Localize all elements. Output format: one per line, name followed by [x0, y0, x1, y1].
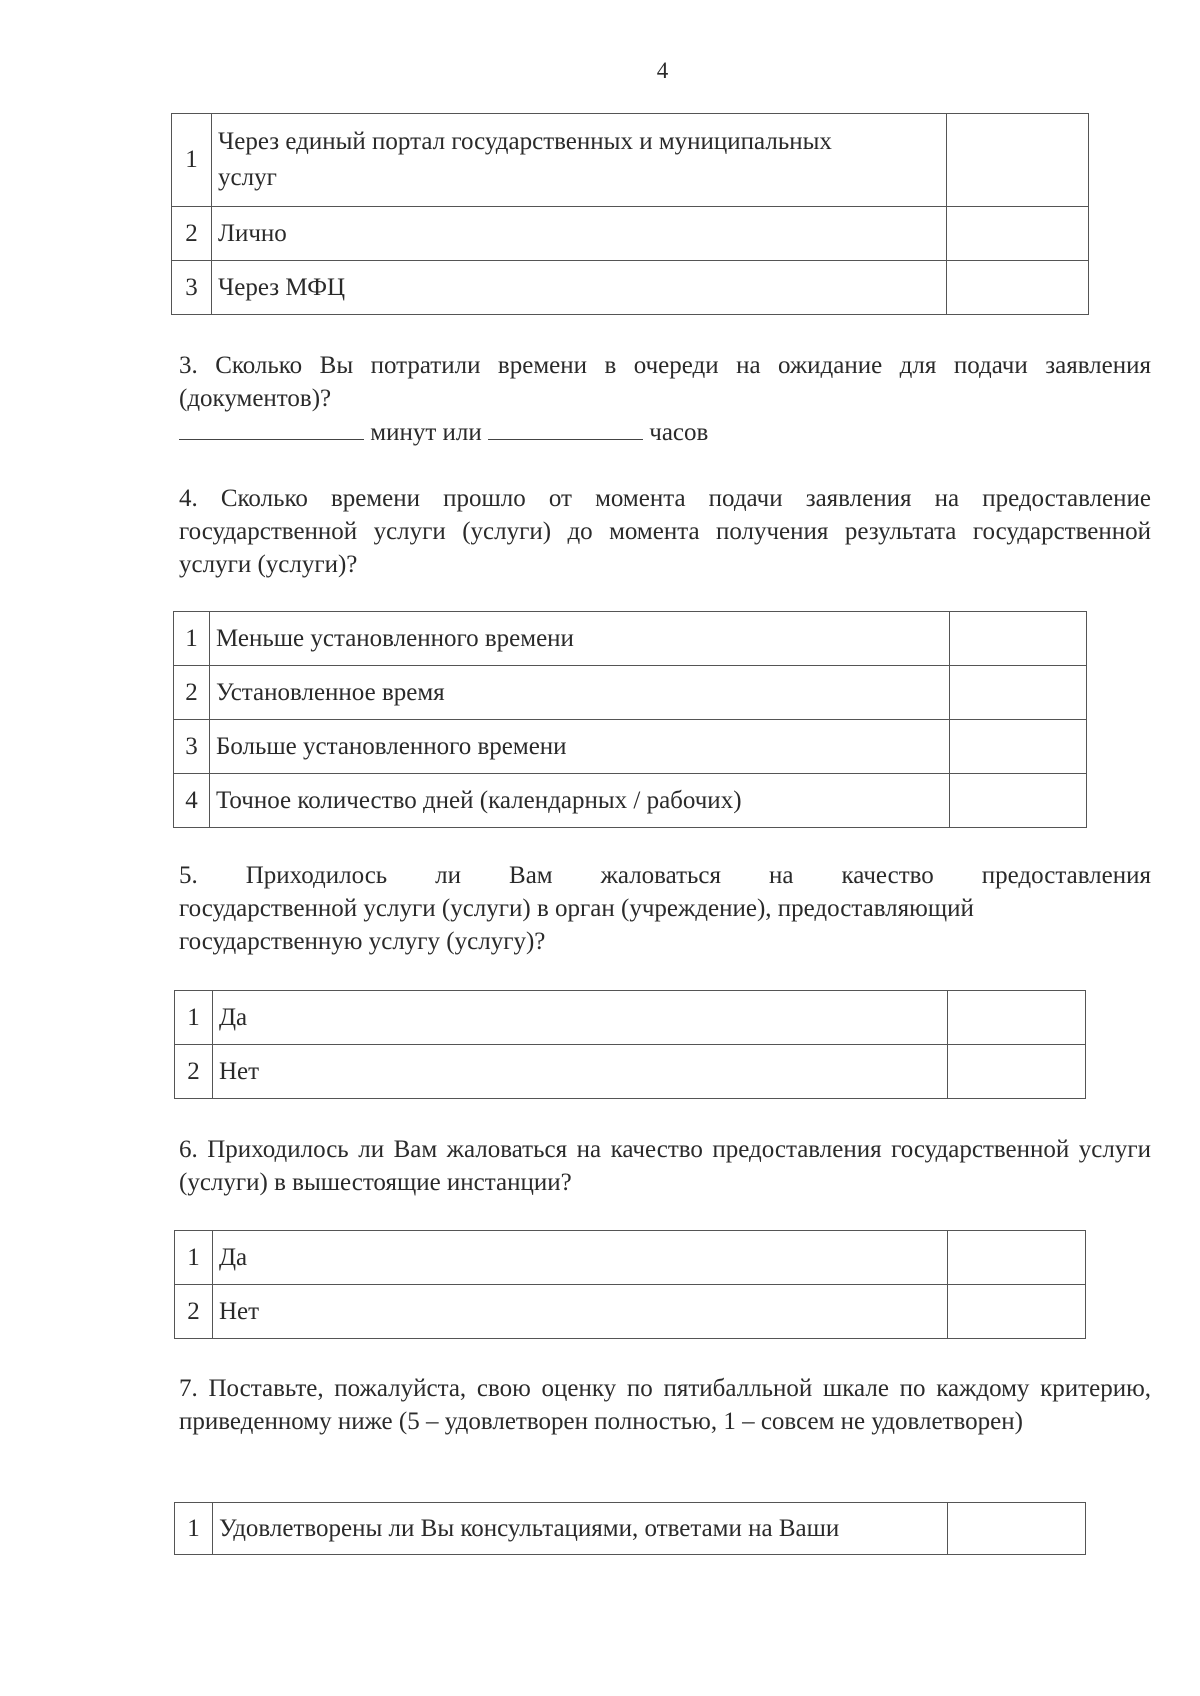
question-text-line: 5. Приходилось ли Вам жаловаться на качество предоставления	[179, 862, 1151, 889]
table-row	[174, 666, 1087, 720]
table-row	[175, 1231, 1086, 1285]
table-row	[172, 207, 1089, 261]
minutes-blank[interactable]	[179, 415, 364, 440]
table-row	[172, 261, 1089, 315]
question-7	[179, 1372, 1151, 1438]
question-text: 7. Поставьте, пожалуйста, свою оценку по пятибалльной шкале по каждому критерию, приведенному ниже (5 – удовлетворен полностью, 1 – совсем не удовлетворен)	[179, 1375, 1151, 1435]
row-number: 2	[175, 1045, 213, 1099]
table-row	[174, 612, 1087, 666]
option-text-line: услуг	[218, 164, 277, 191]
row-number: 3	[174, 720, 210, 774]
table-row	[175, 1285, 1086, 1339]
answer-table-q5	[174, 990, 1086, 1099]
minutes-label: минут или	[370, 419, 482, 446]
row-number: 1	[172, 114, 212, 207]
option-text: Да	[213, 1231, 948, 1285]
table-row	[174, 774, 1087, 828]
answer-cell[interactable]	[948, 1045, 1086, 1099]
option-text: Больше установленного времени	[210, 720, 950, 774]
row-number: 1	[175, 1503, 213, 1555]
table-row	[175, 1503, 1086, 1555]
answer-cell[interactable]	[950, 666, 1087, 720]
row-number: 2	[172, 207, 212, 261]
answer-table-q7	[174, 1502, 1086, 1555]
answer-cell[interactable]	[947, 261, 1089, 315]
answer-cell[interactable]	[947, 114, 1089, 207]
row-number: 1	[175, 991, 213, 1045]
answer-cell[interactable]	[948, 1503, 1086, 1555]
row-number: 2	[174, 666, 210, 720]
answer-cell[interactable]	[950, 720, 1087, 774]
question-5	[179, 859, 1151, 958]
question-text: 3. Сколько Вы потратили времени в очереди на ожидание для подачи заявления (документов)?	[179, 352, 1151, 412]
answer-table-q6	[174, 1230, 1086, 1339]
option-text: Точное количество дней (календарных / рабочих)	[210, 774, 950, 828]
answer-cell[interactable]	[950, 774, 1087, 828]
answer-cell[interactable]	[948, 1285, 1086, 1339]
option-text: Нет	[213, 1045, 948, 1099]
question-text: 4. Сколько времени прошло от момента подачи заявления на предоставление государственной услуги (услуги) до момента получения результата государственной услуги (услуги)?	[179, 485, 1151, 578]
row-number: 4	[174, 774, 210, 828]
answer-cell[interactable]	[947, 207, 1089, 261]
option-text	[212, 114, 947, 207]
table-row	[172, 114, 1089, 207]
answer-cell[interactable]	[948, 991, 1086, 1045]
question-text: 6. Приходилось ли Вам жаловаться на качество предоставления государственной услуги (услуги) в вышестоящие инстанции?	[179, 1136, 1151, 1196]
option-text: Да	[213, 991, 948, 1045]
option-text: Лично	[212, 207, 947, 261]
row-number: 3	[172, 261, 212, 315]
table-row	[175, 991, 1086, 1045]
hours-label: часов	[649, 419, 709, 446]
table-row	[174, 720, 1087, 774]
row-number: 1	[174, 612, 210, 666]
table-row	[175, 1045, 1086, 1099]
option-text: Нет	[213, 1285, 948, 1339]
answer-table-q4	[173, 611, 1087, 828]
question-text-line: государственную услугу (услугу)?	[179, 928, 546, 955]
hours-blank[interactable]	[488, 415, 643, 440]
option-text: Меньше установленного времени	[210, 612, 950, 666]
answer-cell[interactable]	[948, 1231, 1086, 1285]
question-3	[179, 349, 1151, 449]
option-text-line: Через единый портал государственных и муниципальных	[218, 128, 832, 155]
row-number: 2	[175, 1285, 213, 1339]
page-number: 4	[656, 58, 669, 83]
row-number: 1	[175, 1231, 213, 1285]
question-6	[179, 1133, 1151, 1199]
option-text: Через МФЦ	[212, 261, 947, 315]
option-text: Удовлетворены ли Вы консультациями, ответами на Ваши	[213, 1503, 948, 1555]
option-text: Установленное время	[210, 666, 950, 720]
answer-table-q2	[171, 113, 1089, 315]
time-fill-line	[179, 415, 1151, 449]
question-text-line: государственной услуги (услуги) в орган (учреждение), предоставляющий	[179, 895, 974, 922]
question-4	[179, 482, 1151, 581]
answer-cell[interactable]	[950, 612, 1087, 666]
